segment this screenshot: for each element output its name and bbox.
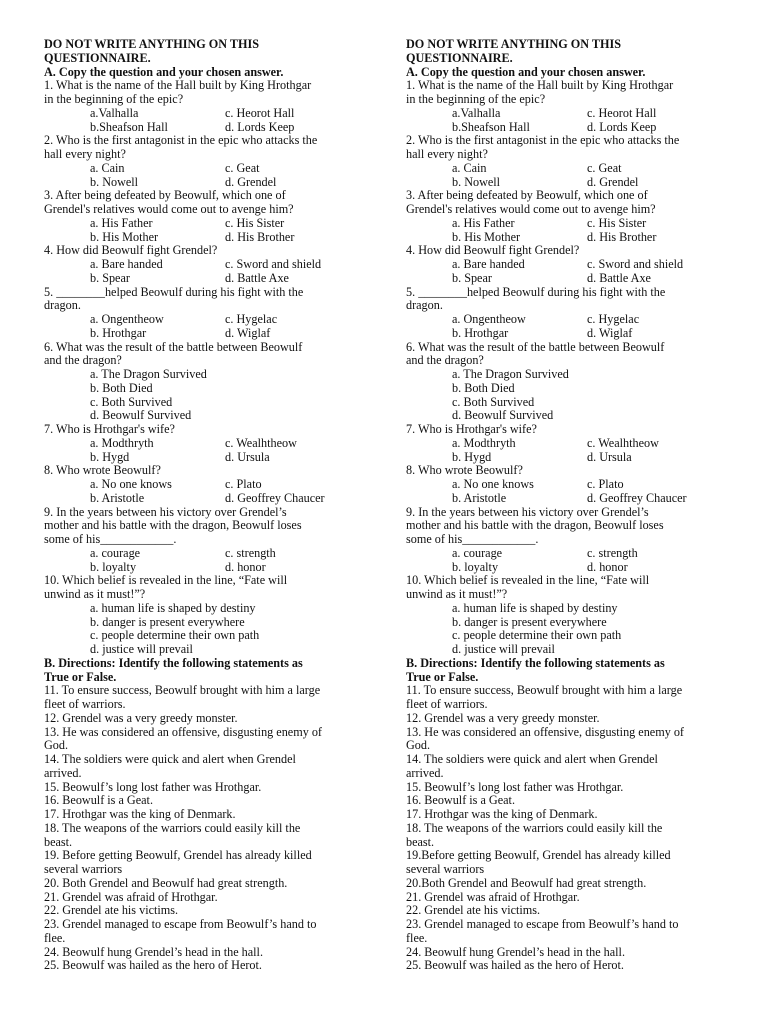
true-false-statement [44, 808, 374, 822]
section-b-title: True or False. [406, 669, 479, 684]
statement-text: 20. Both Grendel and Beowulf had great strength. [44, 875, 288, 890]
answer-option: b. loyalty [90, 559, 137, 574]
questionnaire-column-left [44, 38, 374, 973]
statement-text: 12. Grendel was a very greedy monster. [44, 710, 238, 725]
statement-text: 16. Beowulf is a Geat. [406, 793, 515, 808]
question-text: 2. Who is the first antagonist in the epic who attacks the [406, 133, 680, 148]
true-false-statement [406, 712, 736, 726]
statement-text: flee. [44, 930, 66, 945]
answer-options-row [406, 492, 736, 506]
statement-text: God. [44, 738, 69, 753]
answer-options-row [44, 272, 374, 286]
statement-text: 22. Grendel ate his victims. [406, 903, 541, 918]
warning-header: DO NOT WRITE ANYTHING ON THIS [406, 37, 622, 51]
answer-options-row [44, 492, 374, 506]
answer-options-row [44, 162, 374, 176]
section-b-title: True or False. [44, 669, 117, 684]
answer-option: d. Grendel [587, 174, 639, 189]
answer-option: d. Ursula [225, 449, 270, 464]
question-item [406, 286, 736, 341]
statement-text: beast. [406, 834, 435, 849]
question-item [44, 79, 374, 134]
question-text: 3. After being defeated by Beowulf, which one of [44, 188, 286, 203]
question-item [406, 464, 736, 505]
answer-options-row [406, 478, 736, 492]
question-item [406, 423, 736, 464]
question-text: 1. What is the name of the Hall built by King Hrothgar [44, 78, 312, 93]
true-false-statement [44, 753, 374, 781]
statement-text: 15. Beowulf’s long lost father was Hrothgar. [406, 779, 624, 794]
true-false-statement [44, 891, 374, 905]
answer-option: b. danger is present everywhere [90, 614, 245, 629]
question-text: 5. ________helped Beowulf during his fight with the [44, 284, 304, 299]
true-false-statement [44, 959, 374, 973]
warning-header: QUESTIONNAIRE. [406, 50, 513, 65]
question-text: hall every night? [406, 147, 488, 161]
statement-text: flee. [406, 930, 428, 945]
answer-options-row [44, 451, 374, 465]
answer-options-row [44, 478, 374, 492]
question-item [44, 423, 374, 464]
true-false-statement [406, 684, 736, 712]
answer-options-row [44, 561, 374, 575]
answer-options-row [44, 217, 374, 231]
question-item [44, 506, 374, 575]
answer-options-row [406, 231, 736, 245]
statement-text: several warriors [406, 862, 485, 876]
question-text: 8. Who wrote Beowulf? [406, 463, 523, 478]
question-text: 7. Who is Hrothgar's wife? [44, 422, 175, 436]
answer-option: a. Ongentheow [452, 312, 526, 326]
question-item [44, 464, 374, 505]
answer-option: a.Valhalla [452, 105, 501, 120]
true-false-statement [44, 726, 374, 754]
answer-option: c. strength [587, 545, 638, 560]
true-false-statement [44, 918, 374, 946]
answer-options-row [406, 258, 736, 272]
answer-option: b. Hygd [452, 449, 492, 464]
answer-options-row [44, 121, 374, 135]
questionnaire-column-right [406, 38, 736, 973]
answer-option: c. Wealhtheow [225, 435, 297, 450]
true-false-statement [406, 946, 736, 960]
answer-option: a. human life is shaped by destiny [90, 600, 256, 615]
question-text: hall every night? [44, 147, 126, 161]
question-text: and the dragon? [44, 353, 122, 368]
question-text: 4. How did Beowulf fight Grendel? [44, 243, 218, 258]
section-a-title: A. Copy the question and your chosen answer. [406, 64, 646, 79]
question-text: dragon. [44, 298, 81, 313]
question-item [406, 134, 736, 189]
answer-option: a. No one knows [452, 477, 534, 491]
answer-option: d. honor [225, 559, 266, 574]
answer-options-row [44, 231, 374, 245]
answer-option: a. No one knows [90, 477, 172, 491]
answer-options-row [406, 272, 736, 286]
warning-header: QUESTIONNAIRE. [44, 50, 151, 65]
answer-option: c. His Sister [225, 215, 285, 230]
statement-text: 14. The soldiers were quick and alert when Grendel [44, 752, 296, 766]
statement-text: 22. Grendel ate his victims. [44, 903, 179, 918]
answer-option: d. His Brother [587, 229, 657, 244]
true-false-statement [406, 726, 736, 754]
section-b-title: B. Directions: Identify the following statements as [406, 655, 665, 670]
statement-text: 24. Beowulf hung Grendel’s head in the hall. [44, 944, 263, 959]
question-text: Grendel's relatives would come out to avenge him? [44, 202, 294, 216]
question-item [44, 244, 374, 285]
question-text: 4. How did Beowulf fight Grendel? [406, 243, 580, 258]
answer-option: a. His Father [452, 215, 515, 230]
answer-option: d. justice will prevail [90, 642, 193, 656]
question-text: 3. After being defeated by Beowulf, which one of [406, 188, 648, 203]
answer-option: c. strength [225, 545, 276, 560]
answer-option: c. people determine their own path [452, 628, 622, 643]
statement-text: 23. Grendel managed to escape from Beowulf’s hand to [44, 917, 317, 931]
answer-option: a. Bare handed [452, 257, 525, 271]
statement-text: 19.Before getting Beowulf, Grendel has already killed [406, 848, 671, 863]
answer-option: d. Wiglaf [225, 325, 271, 340]
warning-header: DO NOT WRITE ANYTHING ON THIS [44, 37, 260, 51]
answer-option: b. Both Died [452, 380, 515, 395]
question-item [406, 189, 736, 244]
answer-option: c. Hygelac [225, 312, 278, 326]
answer-option: b. Spear [90, 270, 130, 285]
answer-options-row [406, 437, 736, 451]
question-text: Grendel's relatives would come out to avenge him? [406, 202, 656, 216]
statement-text: 23. Grendel managed to escape from Beowulf’s hand to [406, 917, 679, 931]
question-text: and the dragon? [406, 353, 484, 368]
statement-text: 11. To ensure success, Beowulf brought with him a large [44, 683, 321, 698]
question-text: some of his____________. [406, 532, 539, 546]
answer-options-row [44, 313, 374, 327]
question-text: 8. Who wrote Beowulf? [44, 463, 161, 478]
answer-option: c. Wealhtheow [587, 435, 659, 450]
answer-option: a. The Dragon Survived [452, 367, 569, 381]
answer-option: d. Ursula [587, 449, 632, 464]
answer-option: d. Lords Keep [587, 119, 657, 134]
true-false-statement [406, 753, 736, 781]
true-false-statement [44, 849, 374, 877]
statement-text: 18. The weapons of the warriors could easily kill the [406, 820, 663, 835]
answer-option: b. Hrothgar [452, 325, 509, 340]
question-text: mother and his battle with the dragon, Beowulf loses [406, 518, 664, 533]
statement-text: 13. He was considered an offensive, disgusting enemy of [406, 724, 684, 739]
answer-option: d. justice will prevail [452, 642, 555, 656]
statement-text: 16. Beowulf is a Geat. [44, 793, 153, 808]
question-text: in the beginning of the epic? [406, 92, 546, 106]
answer-option: d. Grendel [225, 174, 277, 189]
answer-option: d. honor [587, 559, 628, 574]
section-b-title: B. Directions: Identify the following statements as [44, 655, 303, 670]
true-false-statement [44, 794, 374, 808]
question-text: unwind as it must!”? [406, 587, 508, 601]
answer-option: a.Valhalla [90, 105, 139, 120]
statement-text: 17. Hrothgar was the king of Denmark. [406, 807, 598, 821]
answer-option: a. Ongentheow [90, 312, 164, 326]
answer-option: a. Modthryth [452, 435, 516, 450]
answer-option: b. Nowell [452, 174, 501, 189]
statement-text: several warriors [44, 862, 123, 876]
answer-option: c. Plato [225, 477, 262, 491]
answer-option: b. Aristotle [452, 490, 507, 505]
answer-option: a. Modthryth [90, 435, 154, 450]
answer-option: d. Battle Axe [225, 270, 289, 285]
statement-text: 25. Beowulf was hailed as the hero of Herot. [406, 958, 624, 973]
statement-text: 18. The weapons of the warriors could easily kill the [44, 820, 301, 835]
answer-option: b. Hrothgar [90, 325, 147, 340]
question-item [44, 286, 374, 341]
answer-option: c. Heorot Hall [587, 105, 657, 120]
question-item [44, 341, 374, 424]
answer-options-row [44, 107, 374, 121]
statement-text: God. [406, 738, 431, 753]
answer-option: c. Plato [587, 477, 624, 491]
true-false-statement [44, 684, 374, 712]
answer-option: c. Heorot Hall [225, 105, 295, 120]
true-false-statement [44, 822, 374, 850]
question-item [44, 134, 374, 189]
statement-text: 15. Beowulf’s long lost father was Hrothgar. [44, 779, 262, 794]
question-text: 6. What was the result of the battle between Beowulf [406, 339, 665, 354]
question-text: 10. Which belief is revealed in the line, “Fate will [406, 573, 650, 588]
true-false-statement [44, 946, 374, 960]
question-text: 5. ________helped Beowulf during his fight with the [406, 284, 666, 299]
answer-options-row [406, 217, 736, 231]
answer-option: a. courage [452, 545, 503, 560]
answer-options-row [406, 107, 736, 121]
answer-options-row [406, 547, 736, 561]
statement-text: 14. The soldiers were quick and alert when Grendel [406, 752, 658, 766]
answer-option: d. Beowulf Survived [90, 408, 192, 423]
answer-options-row [406, 327, 736, 341]
question-text: 10. Which belief is revealed in the line, “Fate will [44, 573, 288, 588]
answer-option: c. people determine their own path [90, 628, 260, 643]
answer-option: d. Wiglaf [587, 325, 633, 340]
question-text: 2. Who is the first antagonist in the epic who attacks the [44, 133, 318, 148]
answer-option: b. loyalty [452, 559, 499, 574]
question-item [44, 574, 374, 657]
answer-options-row [406, 176, 736, 190]
statement-text: 21. Grendel was afraid of Hrothgar. [406, 889, 580, 904]
statement-text: arrived. [406, 765, 444, 780]
question-item [406, 341, 736, 424]
answer-option: a. Bare handed [90, 257, 163, 271]
true-false-statement [406, 794, 736, 808]
answer-option: a. human life is shaped by destiny [452, 600, 618, 615]
question-text: 9. In the years between his victory over Grendel’s [406, 504, 649, 519]
answer-options-row [406, 451, 736, 465]
answer-option: b. Aristotle [90, 490, 145, 505]
question-text: 9. In the years between his victory over Grendel’s [44, 504, 287, 519]
question-item [406, 79, 736, 134]
answer-option: d. Battle Axe [587, 270, 651, 285]
statement-text: beast. [44, 834, 73, 849]
answer-option: d. Geoffrey Chaucer [587, 490, 687, 505]
answer-option: b. danger is present everywhere [452, 614, 607, 629]
statement-text: 25. Beowulf was hailed as the hero of Herot. [44, 958, 262, 973]
question-text: 7. Who is Hrothgar's wife? [406, 422, 537, 436]
statement-text: 13. He was considered an offensive, disgusting enemy of [44, 724, 322, 739]
answer-option: a. Cain [452, 160, 487, 175]
question-text: 1. What is the name of the Hall built by King Hrothgar [406, 78, 674, 93]
true-false-statement [44, 877, 374, 891]
true-false-statement [406, 808, 736, 822]
answer-option: d. Lords Keep [225, 119, 295, 134]
statement-text: fleet of warriors. [406, 697, 488, 711]
answer-option: b. Nowell [90, 174, 139, 189]
answer-option: c. Geat [587, 160, 622, 175]
answer-option: c. Geat [225, 160, 260, 175]
statement-text: 21. Grendel was afraid of Hrothgar. [44, 889, 218, 904]
question-item [406, 244, 736, 285]
question-text: some of his____________. [44, 532, 177, 546]
answer-options-row [44, 327, 374, 341]
answer-option: b.Sheafson Hall [90, 119, 168, 134]
question-item [406, 574, 736, 657]
true-false-statement [406, 877, 736, 891]
answer-option: a. His Father [90, 215, 153, 230]
true-false-statement [44, 904, 374, 918]
true-false-statement [44, 781, 374, 795]
question-text: unwind as it must!”? [44, 587, 146, 601]
true-false-statement [406, 891, 736, 905]
answer-option: a. Cain [90, 160, 125, 175]
statement-text: 17. Hrothgar was the king of Denmark. [44, 807, 236, 821]
true-false-statement [44, 712, 374, 726]
statement-text: 11. To ensure success, Beowulf brought with him a large [406, 683, 683, 698]
question-item [406, 506, 736, 575]
answer-option: b. Both Died [90, 380, 153, 395]
statement-text: 19. Before getting Beowulf, Grendel has already killed [44, 848, 312, 863]
answer-option: b.Sheafson Hall [452, 119, 530, 134]
answer-options-row [44, 258, 374, 272]
answer-options-row [44, 176, 374, 190]
question-text: dragon. [406, 298, 443, 313]
answer-option: a. courage [90, 545, 141, 560]
true-false-statement [406, 822, 736, 850]
question-item [44, 189, 374, 244]
section-a-title: A. Copy the question and your chosen answer. [44, 64, 284, 79]
answer-option: b. Hygd [90, 449, 130, 464]
true-false-statement [406, 904, 736, 918]
answer-option: c. Sword and shield [587, 257, 684, 271]
answer-option: c. Both Survived [90, 394, 173, 409]
statement-text: 20.Both Grendel and Beowulf had great strength. [406, 875, 647, 890]
answer-option: d. Beowulf Survived [452, 408, 554, 423]
question-text: mother and his battle with the dragon, Beowulf loses [44, 518, 302, 533]
true-false-statement [406, 781, 736, 795]
answer-option: d. His Brother [225, 229, 295, 244]
answer-option: d. Geoffrey Chaucer [225, 490, 325, 505]
statement-text: 24. Beowulf hung Grendel’s head in the hall. [406, 944, 625, 959]
statement-text: arrived. [44, 765, 82, 780]
statement-text: fleet of warriors. [44, 697, 126, 711]
answer-options-row [44, 437, 374, 451]
true-false-statement [406, 849, 736, 877]
true-false-statement [406, 918, 736, 946]
answer-options-row [44, 547, 374, 561]
answer-option: c. His Sister [587, 215, 647, 230]
answer-option: b. His Mother [90, 229, 159, 244]
answer-option: c. Sword and shield [225, 257, 322, 271]
answer-option: c. Both Survived [452, 394, 535, 409]
answer-options-row [406, 162, 736, 176]
statement-text: 12. Grendel was a very greedy monster. [406, 710, 600, 725]
answer-option: b. Spear [452, 270, 492, 285]
true-false-statement [406, 959, 736, 973]
answer-options-row [406, 121, 736, 135]
answer-options-row [406, 313, 736, 327]
answer-option: b. His Mother [452, 229, 521, 244]
question-text: 6. What was the result of the battle between Beowulf [44, 339, 303, 354]
answer-option: c. Hygelac [587, 312, 640, 326]
answer-options-row [406, 561, 736, 575]
answer-option: a. The Dragon Survived [90, 367, 207, 381]
question-text: in the beginning of the epic? [44, 92, 184, 106]
